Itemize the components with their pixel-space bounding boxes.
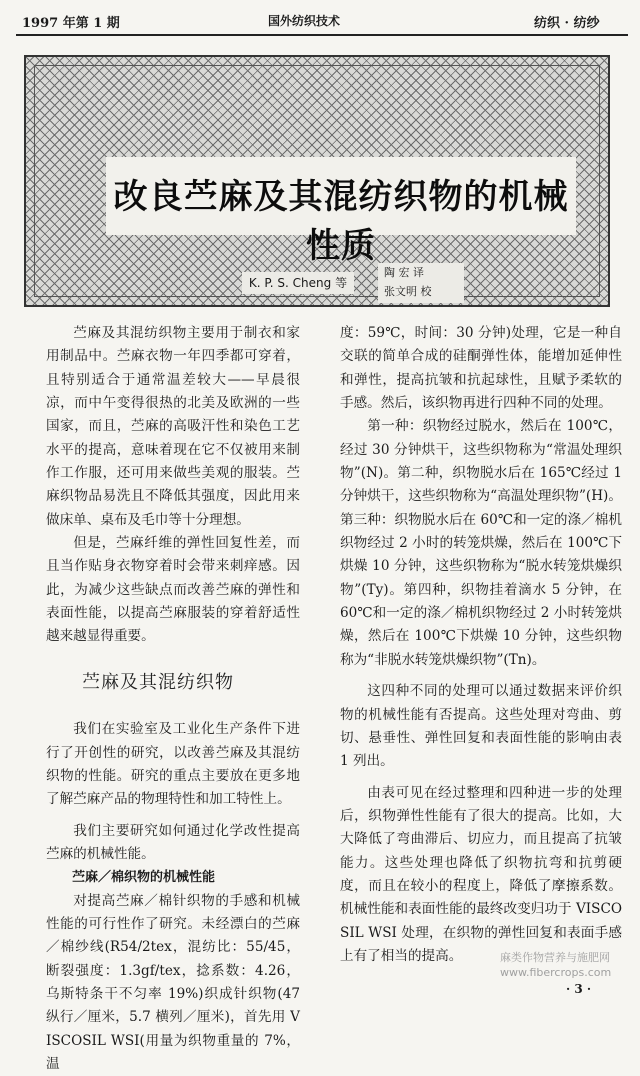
translator-credit	[378, 263, 464, 303]
paragraph: 我们主要研究如何通过化学改性提高苎麻的机械性能。	[46, 822, 300, 862]
section-heading: 苎麻及其混纺织物	[82, 671, 234, 693]
header-divider	[16, 34, 628, 36]
page-number: · 3 ·	[566, 982, 592, 996]
section-label: 纺织 · 纺纱	[534, 16, 600, 31]
left-column	[46, 322, 300, 1076]
paragraph: 这四种不同的处理可以通过数据来评价织物的机械性能有否提高。这些处理对弯曲、剪切、悬垂性、弹性回复和表面性能的影响由表 1 列出。	[340, 683, 622, 770]
right-column	[340, 322, 622, 968]
page-header	[0, 0, 640, 40]
issue-label: 1997 年第 1 期	[22, 16, 120, 31]
author-credit: K. P. S. Cheng 等	[242, 272, 354, 294]
watermark-url: www.fibercrops.com	[500, 966, 612, 979]
translator-name: 陶 宏 译	[384, 266, 424, 279]
article-title: 改良苎麻及其混纺织物的机械性质	[113, 177, 569, 266]
watermark	[500, 950, 611, 980]
paragraph: 但是，苎麻纤维的弹性回复性差，而且当作贴身衣物穿着时会带来刺痒感。因此，为减少这些缺点而改善苎麻的弹性和表面性能，以提高苎麻服装的穿着舒适性越来越显得重要。	[46, 535, 300, 645]
paragraph: 由表可见在经过整理和四种进一步的处理后，织物弹性性能有了很大的提高。比如，大大降低了弯曲滞后、切应力，而且提高了抗皱能力。这些处理也降低了织物抗弯和抗剪硬度，而且在较小的程度上，降低了摩擦系数。机械性能和表面性能的最终改变归功于 VISCOSIL WSI 处理，在织物的弹性回复和表面手感上有了相当的提高。	[340, 784, 622, 964]
title-banner	[24, 55, 610, 307]
subsection-heading: 苎麻／棉织物的机械性能	[72, 870, 216, 886]
paragraph: 度：59℃，时间：30 分钟)处理，它是一种自交联的简单合成的硅酮弹性体，能增加延伸性和弹性，提高抗皱和抗起球性，且赋予柔软的手感。然后，该织物再进行四种不同的处理。	[340, 325, 622, 412]
watermark-site-name: 麻类作物营养与施肥网	[500, 951, 610, 964]
journal-name: 国外纺织技术	[268, 14, 341, 28]
proofreader-name: 张文明 校	[384, 285, 432, 298]
title-plate	[106, 157, 576, 266]
paragraph: 苎麻及其混纺织物主要用于制衣和家用制品中。苎麻衣物一年四季都可穿着，且特别适合于通常温差较大——早晨很凉，而中午变得很热的北美及欧洲的一些国家，而且，苎麻的高吸汗性和染色工艺水平的提高，意味着现在它不仅被用来制作工作服，还可用来做些美观的服装。苎麻织物品易洗且不降低其强度，因此用来做床单、桌布及毛巾等十分理想。	[46, 325, 300, 528]
paragraph: 我们在实验室及工业化生产条件下进行了开创性的研究，以改善苎麻及其混纺织物的性能。研究的重点主要放在更多地了解苎麻产品的物理特性和加工特性上。	[46, 721, 300, 808]
paragraph: 对提高苎麻／棉针织物的手感和机械性能的可行性作了研究。未经漂白的苎麻／棉纱线(R54/2tex，混纺比：55/45，断裂强度：1.3gf/tex，捻系数：4.26，乌斯特条干不匀率 19%)织成针织物(47 纵行／厘米，5.7 横列／厘米)，首先用 VISCOSIL WSI(用量为织物重量的 7%，温	[46, 892, 300, 1072]
paragraph: 第一种：织物经过脱水，然后在 100℃，经过 30 分钟烘干，这些织物称为“常温处理织物”(N)。第二种，织物脱水后在 165℃经过 1 分钟烘干，这些织物称为“高温处理织物”(H)。第三种：织物脱水后在 60℃和一定的涤／棉机织物经过 2 小时的转笼烘燥，然后在 100℃下烘燥 10 分钟，这些织物称为“脱水转笼烘燥织物”(Ty)。第四种，织物挂着滴水 5 分钟，在 60℃和一定的涤／棉机织物经过 2 小时转笼烘燥，然后在 100℃下烘燥 10 分钟，这些织物称为“非脱水转笼烘燥织物”(Tn)。	[340, 418, 622, 668]
